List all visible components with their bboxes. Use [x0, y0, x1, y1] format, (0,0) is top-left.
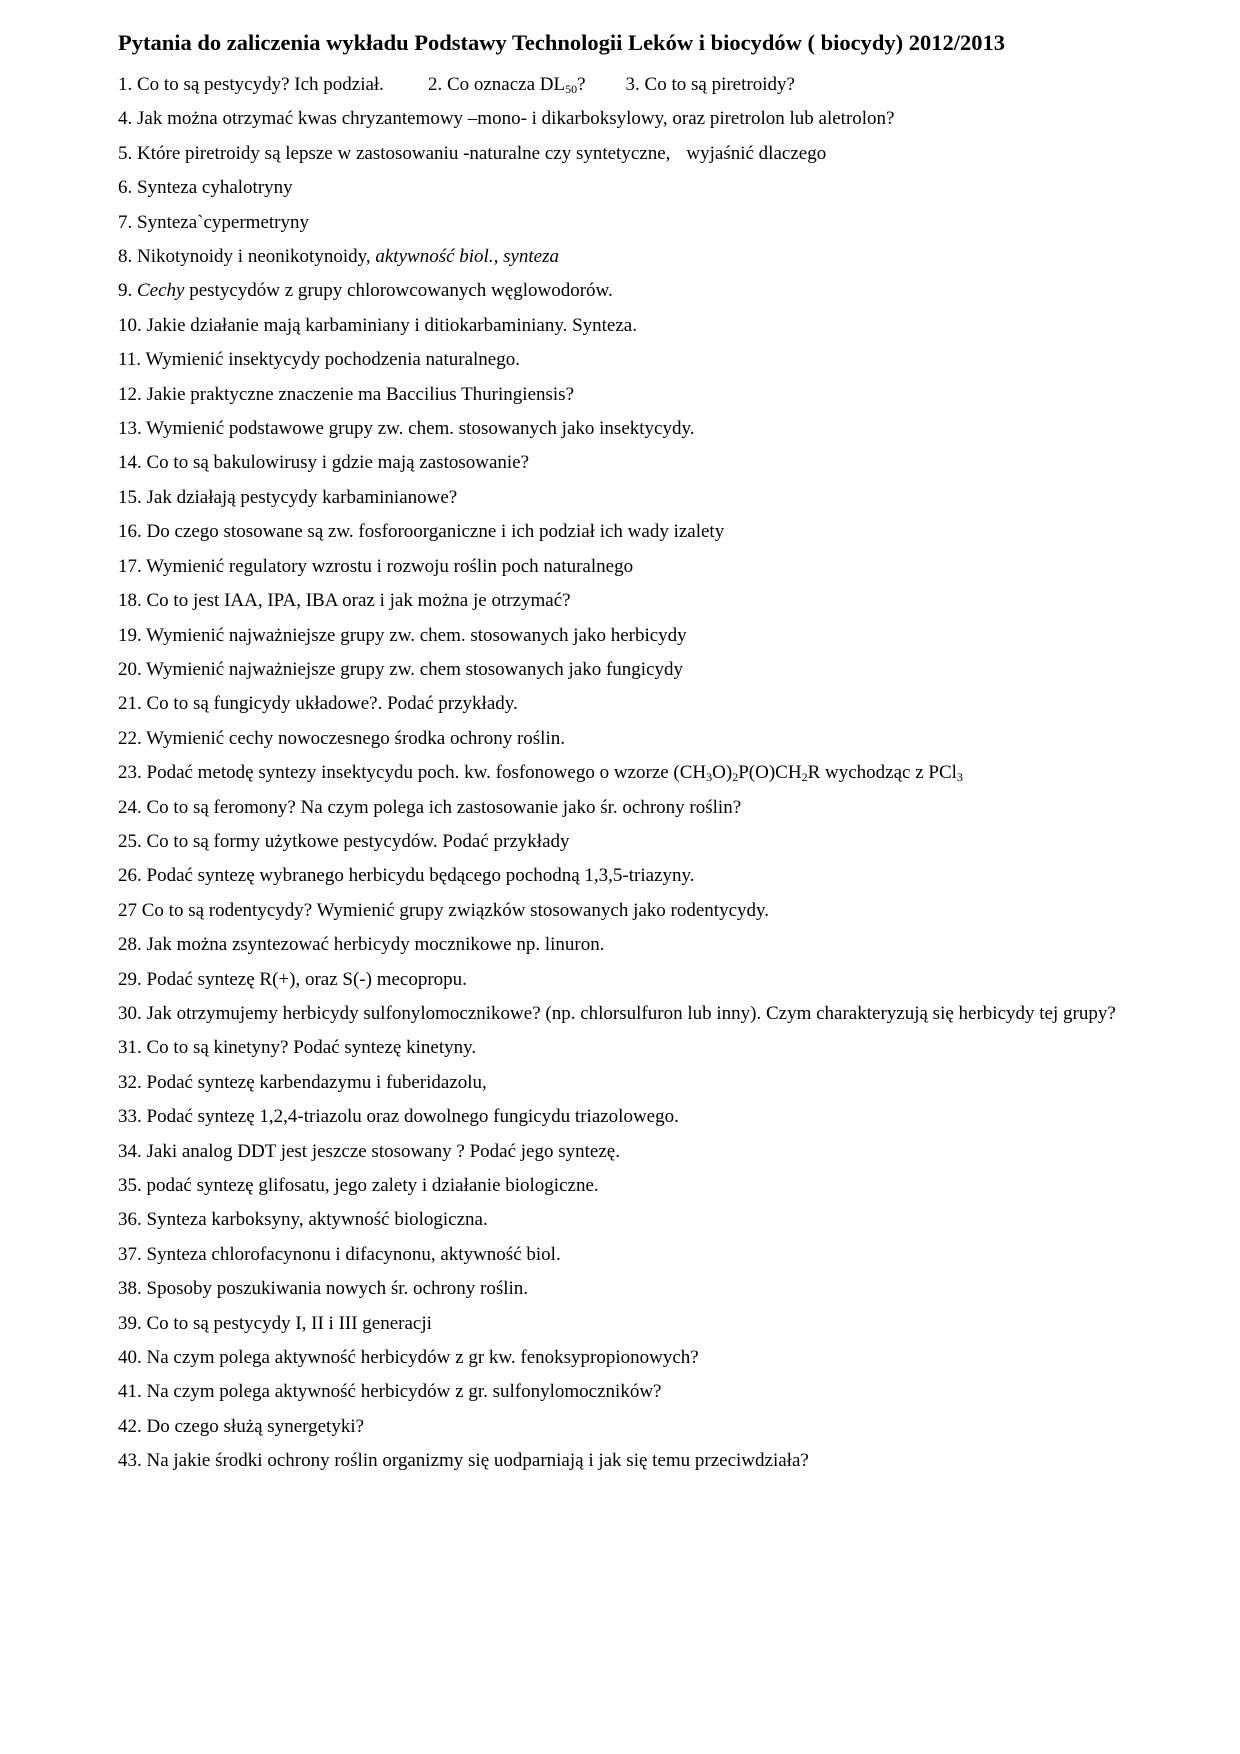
question-39: 39. Co to są pestycydy I, II i III generacji	[118, 1312, 432, 1334]
question-11: 11. Wymienić insektycydy pochodzenia naturalnego.	[118, 349, 520, 371]
question-25: 25. Co to są formy użytkowe pestycydów. Podać przykłady	[118, 830, 570, 852]
question-40: 40. Na czym polega aktywność herbicydów z gr kw. fenoksypropionowych?	[118, 1347, 699, 1369]
question-28: 28. Jak można zsyntezować herbicydy mocznikowe np. linuron.	[118, 934, 605, 956]
question-30: 30. Jak otrzymujemy herbicydy sulfonylomocznikowe? (np. chlorsulfuron lub inny). Czym charakteryzują się herbicydy tej grupy?	[118, 1002, 1116, 1024]
question-36: 36. Synteza karboksyny, aktywność biologiczna.	[118, 1209, 488, 1231]
question-13: 13. Wymienić podstawowe grupy zw. chem. stosowanych jako insektycydy.	[118, 418, 695, 440]
question-37: 37. Synteza chlorofacynonu i difacynonu, aktywność biol.	[118, 1243, 561, 1265]
question-6: 6. Synteza cyhalotryny	[118, 177, 293, 199]
question-1: 1. Co to są pestycydy? Ich podział.	[118, 74, 384, 95]
question-27: 27 Co to są rodentycydy? Wymienić grupy związków stosowanych jako rodentycydy.	[118, 899, 770, 921]
question-38: 38. Sposoby poszukiwania nowych śr. ochrony roślin.	[118, 1278, 529, 1300]
question-4: 4. Jak można otrzymać kwas chryzantemowy –mono- i dikarboksylowy, oraz piretrolon lub aletrolon?	[118, 108, 895, 130]
question-31: 31. Co to są kinetyny? Podać syntezę kinetyny.	[118, 1037, 477, 1059]
question-23: 23. Podać metodę syntezy insektycydu poch. kw. fosfonowego o wzorze $(CH_3O)_2P(O)CH_2R$ wychodząc z PCl$_3$	[118, 762, 963, 785]
question-12: 12. Jakie praktyczne znaczenie ma Baccilius Thuringiensis?	[118, 383, 574, 405]
question-41: 41. Na czym polega aktywność herbicydów z gr. sulfonylomoczników?	[118, 1381, 662, 1403]
question-15: 15. Jak działają pestycydy karbaminianowe?	[118, 486, 458, 508]
question-5: 5. Które piretroidy są lepsze w zastosowaniu -naturalne czy syntetyczne, wyjaśnić dlaczego	[118, 142, 827, 164]
question-10: 10. Jakie działanie mają karbaminiany i ditiokarbaminiany. Synteza.	[118, 314, 637, 336]
question-17: 17. Wymienić regulatory wzrostu i rozwoju roślin poch naturalnego	[118, 555, 634, 577]
question-7: 7. Synteza`cypermetryny	[118, 211, 309, 233]
question-32: 32. Podać syntezę karbendazymu i fuberidazolu,	[118, 1071, 487, 1093]
question-8: 8. Nikotynoidy i neonikotynoidy, aktywność biol., synteza	[118, 246, 560, 268]
question-21: 21. Co to są fungicydy układowe?. Podać przykłady.	[118, 693, 518, 715]
question-14: 14. Co to są bakulowirusy i gdzie mają zastosowanie?	[118, 452, 530, 474]
question-2: 2. Co oznacza $DL_{50}$?	[427, 74, 586, 96]
question-43: 43. Na jakie środki ochrony roślin organizmy się uodparniają i jak się temu przeciwdziała?	[118, 1450, 809, 1472]
question-1-3	[118, 68, 1158, 102]
question-35: 35. podać syntezę glifosatu, jego zalety i działanie biologiczne.	[118, 1175, 599, 1196]
question-18: 18. Co to jest IAA, IPA, IBA oraz i jak można je otrzymać?	[118, 590, 571, 612]
question-9: 9. Cechy pestycydów z grupy chlorowcowanych węglowodorów.	[118, 280, 613, 302]
question-33: 33. Podać syntezę 1,2,4-triazolu oraz dowolnego fungicydu triazolowego.	[118, 1106, 679, 1128]
question-19: 19. Wymienić najważniejsze grupy zw. chem. stosowanych jako herbicydy	[118, 624, 687, 646]
question-22: 22. Wymienić cechy nowoczesnego środka ochrony roślin.	[118, 727, 565, 749]
question-34: 34. Jaki analog DDT jest jeszcze stosowany ? Podać jego syntezę.	[118, 1140, 620, 1162]
document-title: Pytania do zaliczenia wykładu Podstawy Technologii Leków i biocydów ( biocydy) 2012/2013	[118, 30, 1005, 55]
question-29: 29. Podać syntezę R(+), oraz S(-) mecopropu.	[118, 968, 467, 990]
question-42: 42. Do czego służą synergetyki?	[118, 1415, 365, 1437]
question-26: 26. Podać syntezę wybranego herbicydu będącego pochodną 1,3,5-triazyny.	[118, 865, 695, 887]
question-24: 24. Co to są feromony? Na czym polega ich zastosowanie jako śr. ochrony roślin?	[118, 796, 742, 818]
question-3: 3. Co to są piretroidy?	[625, 74, 795, 95]
question-list	[118, 68, 1158, 1479]
question-16: 16. Do czego stosowane są zw. fosforoorganiczne i ich podział ich wady izalety	[118, 521, 725, 543]
question-20: 20. Wymienić najważniejsze grupy zw. chem stosowanych jako fungicydy	[118, 658, 683, 680]
